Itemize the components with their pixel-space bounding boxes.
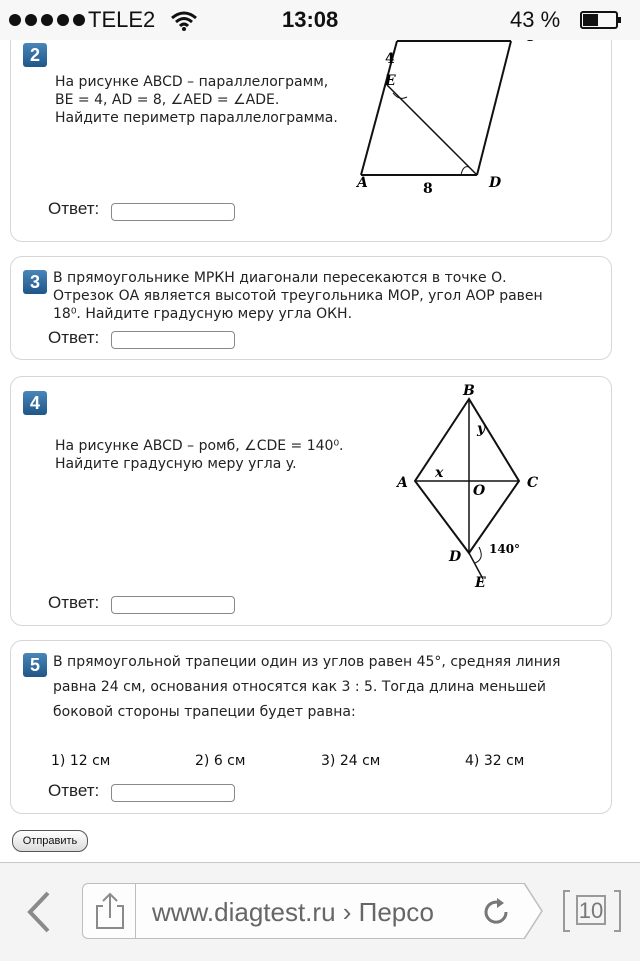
question-number-badge: 5	[23, 653, 47, 677]
vertex-label-b: B	[463, 383, 475, 399]
question-card-5	[10, 640, 612, 814]
question-number-badge: 4	[23, 391, 47, 415]
answer-input-3[interactable]	[111, 331, 235, 349]
vertex-label-d: D	[449, 549, 462, 565]
option-2: 2) 6 см	[195, 753, 246, 769]
question-text: На рисунке ABCD – параллелограмм, BE = 4, AD = 8, ∠AED = ∠ADE. Найдите периметр параллелограмма.	[55, 74, 338, 126]
share-icon	[83, 884, 137, 940]
url-field-edge	[524, 883, 544, 939]
question-text: На рисунке ABCD – ромб, ∠CDE = 140⁰. Найдите градусную меру угла y.	[55, 438, 344, 472]
battery-icon	[580, 11, 622, 29]
question-text-line-1: В прямоугольной трапеции один из углов равен 45°, средняя линия	[53, 654, 561, 670]
question-card-4	[10, 376, 612, 626]
vertex-label-b	[402, 40, 415, 43]
vertex-label-c: C	[527, 475, 539, 491]
rhombus-figure	[391, 381, 551, 591]
segment-label-be: 4	[385, 51, 395, 67]
tabs-button[interactable]	[562, 887, 622, 935]
vertex-label-e: E	[475, 575, 486, 591]
battery-percent: 43 %	[510, 7, 561, 32]
question-card-3	[10, 256, 612, 360]
question-text-line-3: боковой стороны трапеции будет равна:	[53, 704, 356, 720]
signal-strength-icon	[9, 14, 85, 26]
url-field[interactable]	[136, 883, 524, 939]
carrier-name: TELE2	[88, 7, 156, 32]
browser-toolbar	[0, 862, 640, 961]
vertex-label-a: A	[357, 175, 368, 191]
option-1: 1) 12 см	[51, 753, 111, 769]
angle-label-y: y	[477, 421, 486, 437]
answer-input-5[interactable]	[111, 784, 235, 802]
vertex-label-a: A	[397, 475, 408, 491]
angle-label-140: 140°	[489, 542, 521, 556]
vertex-label-c	[525, 40, 536, 45]
answer-label: Ответ:	[48, 593, 100, 612]
segment-label-ad: 8	[423, 181, 433, 196]
parallelogram-figure	[341, 40, 541, 196]
question-number-badge: 3	[23, 270, 47, 294]
answer-label: Ответ:	[48, 328, 100, 347]
reload-icon[interactable]	[480, 896, 512, 928]
answer-label: Ответ:	[48, 199, 100, 218]
question-text-line-2: равна 24 см, основания относятся как 3 : 5. Тогда длина меньшей	[53, 679, 547, 695]
question-text: В прямоугольнике МРКН диагонали пересекаются в точке О. Отрезок ОА является высотой треугольника МОР, угол АОР равен 18⁰. Найдите градусную меру угла ОКН.	[53, 270, 543, 322]
answer-input-4[interactable]	[111, 596, 235, 614]
submit-button[interactable]: Отправить	[12, 830, 88, 852]
clock: 13:08	[282, 7, 339, 32]
option-4: 4) 32 см	[465, 753, 525, 769]
vertex-label-e: E	[385, 73, 396, 89]
status-bar	[0, 0, 640, 40]
vertex-label-d: D	[489, 175, 502, 191]
wifi-icon	[170, 10, 198, 32]
vertex-label-o: O	[473, 483, 486, 499]
angle-label-x: x	[435, 465, 444, 481]
option-3: 3) 24 см	[321, 753, 381, 769]
question-card-2	[10, 40, 612, 242]
page-content	[0, 40, 640, 862]
back-arrow-icon[interactable]	[20, 887, 60, 937]
share-button[interactable]	[82, 883, 136, 939]
answer-input-2[interactable]	[111, 203, 235, 221]
tabs-count: 10	[576, 895, 606, 925]
question-number-badge: 2	[23, 43, 47, 67]
url-text: www.diagtest.ru › Персо	[152, 897, 434, 927]
answer-label: Ответ:	[48, 781, 100, 800]
